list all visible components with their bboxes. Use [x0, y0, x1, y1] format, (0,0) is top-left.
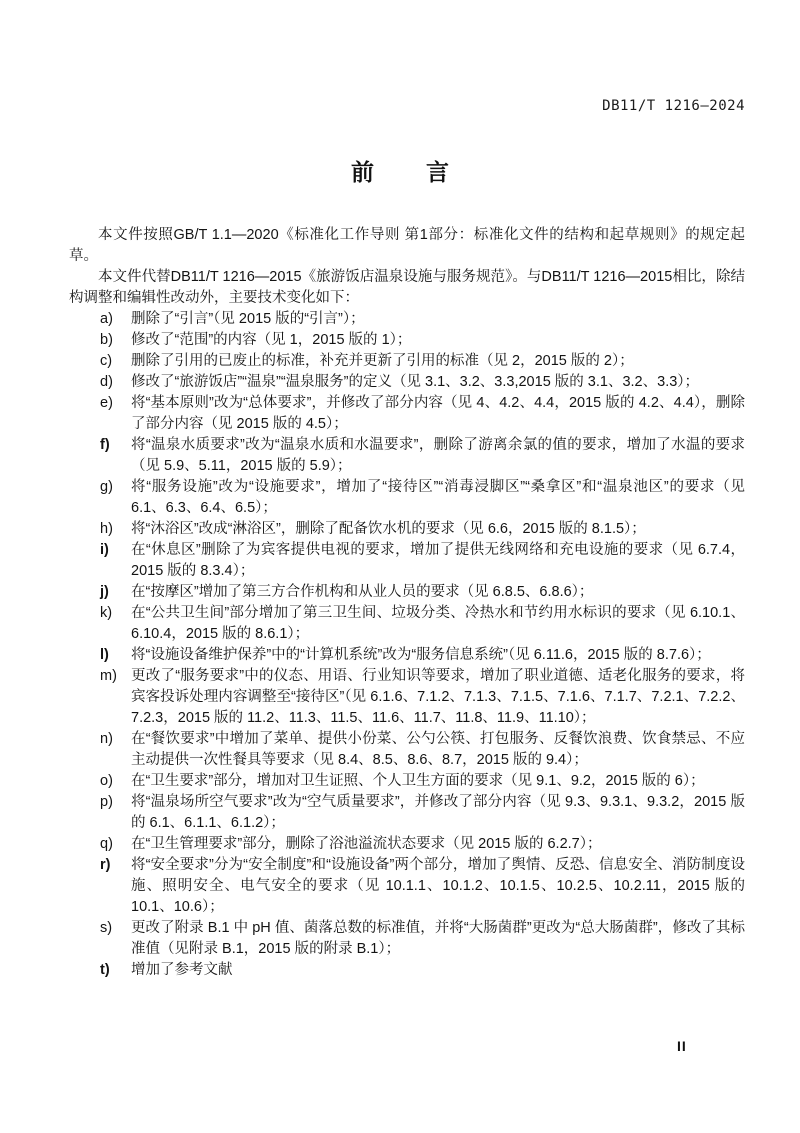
list-item-letter: p)	[100, 794, 113, 810]
list-item	[100, 771, 745, 792]
list-item	[100, 540, 745, 582]
list-item-text: 删除了“引言”（见 2015 版的“引言”）；	[131, 311, 365, 327]
list-item-letter: b)	[100, 332, 113, 348]
page-title-char-1: 前	[351, 159, 374, 185]
list-item-letter: k)	[100, 605, 113, 621]
page-title	[0, 154, 800, 187]
technical-changes-list	[100, 309, 745, 981]
list-item-text: 修改了“旅游饭店”“温泉”“温泉服务”的定义（见 3.1、3.2、3.3,2015 版的 3.1、3.2、3.3）；	[131, 374, 700, 390]
list-item-letter: m)	[100, 668, 117, 684]
list-item-text: 将“安全要求”分为“安全制度”和“设施设备”两个部分，增加了舆情、反恐、信息安全、消防制度设施、照明安全、电气安全的要求（见 10.1.1、10.1.2、10.1.5、10.2.5、10.2.11，2015 版的 10.1、10.6）；	[131, 857, 745, 915]
list-item-text: 删除了引用的已废止的标准，补充并更新了引用的标准（见 2，2015 版的 2）；	[131, 353, 634, 369]
list-item	[100, 918, 745, 960]
list-item-text: 在“休息区”删除了为宾客提供电视的要求，增加了提供无线网络和充电设施的要求（见 6.7.4，2015 版的 8.3.4）；	[131, 542, 745, 579]
list-item-letter: i)	[100, 542, 109, 558]
list-item-text: 在“按摩区”增加了第三方合作机构和从业人员的要求（见 6.8.5、6.8.6）；	[131, 584, 594, 600]
list-item-text: 在“餐饮要求”中增加了菜单、提供小份菜、公勺公筷、打包服务、反餐饮浪费、饮食禁忌、不应主动提供一次性餐具等要求（见 8.4、8.5、8.6、8.7，2015 版的 9.4）；	[131, 731, 745, 768]
list-item-letter: j)	[100, 584, 109, 600]
list-item-text: 将“温泉场所空气要求”改为“空气质量要求”，并修改了部分内容（见 9.3、9.3.1、9.3.2，2015 版的 6.1、6.1.1、6.1.2）；	[131, 794, 745, 831]
list-item-letter: t)	[100, 962, 110, 978]
list-item	[100, 477, 745, 519]
list-item-text: 增加了参考文献	[131, 962, 233, 978]
list-item	[100, 960, 745, 981]
standard-code: DB11/T 1216—2024	[602, 98, 745, 114]
list-item-text: 在“卫生要求”部分，增加对卫生证照、个人卫生方面的要求（见 9.1、9.2，2015 版的 6）；	[131, 773, 705, 789]
list-item-letter: a)	[100, 311, 113, 327]
list-item	[100, 855, 745, 918]
list-item	[100, 351, 745, 372]
foreword-paragraph-1: 本文件按照GB/T 1.1—2020《标准化工作导则 第1部分：标准化文件的结构和起草规则》的规定起草。	[69, 227, 745, 264]
list-item-letter: h)	[100, 521, 113, 537]
list-item	[100, 834, 745, 855]
list-item-letter: r)	[100, 857, 111, 873]
list-item-text: 将“服务设施”改为“设施要求”，增加了“接待区”“消毒浸脚区”“桑拿区”和“温泉池区”的要求（见 6.1、6.3、6.4、6.5）；	[131, 479, 745, 516]
list-item-letter: l)	[100, 647, 109, 663]
list-item	[100, 645, 745, 666]
list-item	[100, 393, 745, 435]
list-item-letter: e)	[100, 395, 113, 411]
list-item-text: 修改了“范围”的内容（见 1，2015 版的 1）；	[131, 332, 412, 348]
list-item-text: 将“基本原则”改为“总体要求”，并修改了部分内容（见 4、4.2、4.4，2015 版的 4.2、4.4），删除了部分内容（见 2015 版的 4.5）；	[131, 395, 745, 432]
list-item	[100, 792, 745, 834]
list-item-text: 将“沐浴区”改成“淋浴区”，删除了配备饮水机的要求（见 6.6，2015 版的 8.1.5）；	[131, 521, 646, 537]
list-item	[100, 309, 745, 330]
page-number: II	[677, 1038, 687, 1054]
list-item	[100, 582, 745, 603]
list-item-letter: o)	[100, 773, 113, 789]
list-item	[100, 435, 745, 477]
list-item	[100, 729, 745, 771]
list-item	[100, 519, 745, 540]
list-item-letter: g)	[100, 479, 113, 495]
list-item-text: 更改了附录 B.1 中 pH 值、菌落总数的标准值，并将“大肠菌群”更改为“总大肠菌群”，修改了其标准值（见附录 B.1，2015 版的附录 B.1）；	[131, 920, 745, 957]
list-item-letter: d)	[100, 374, 113, 390]
list-item	[100, 372, 745, 393]
list-item-letter: n)	[100, 731, 113, 747]
list-item-letter: s)	[100, 920, 113, 936]
list-item	[100, 603, 745, 645]
list-item-text: 将“设施设备维护保养”中的“计算机系统”改为“服务信息系统”（见 6.11.6，2015 版的 8.7.6）；	[131, 647, 711, 663]
foreword-content	[69, 225, 745, 981]
page-title-char-2: 言	[426, 159, 449, 185]
list-item-letter: q)	[100, 836, 113, 852]
list-item-text: 将“温泉水质要求”改为“温泉水质和水温要求”，删除了游离余氯的值的要求，增加了水温的要求（见 5.9、5.11，2015 版的 5.9）；	[131, 437, 745, 474]
list-item-letter: f)	[100, 437, 110, 453]
list-item-text: 在“卫生管理要求”部分，删除了浴池溢流状态要求（见 2015 版的 6.2.7）；	[131, 836, 602, 852]
list-item-text: 在“公共卫生间”部分增加了第三卫生间、垃圾分类、冷热水和节约用水标识的要求（见 6.10.1、6.10.4，2015 版的 8.6.1）；	[131, 605, 745, 642]
foreword-paragraph-2: 本文件代替DB11/T 1216—2015《旅游饭店温泉设施与服务规范》。与DB11/T 1216—2015相比，除结构调整和编辑性改动外，主要技术变化如下：	[69, 269, 745, 306]
list-item	[100, 666, 745, 729]
list-item	[100, 330, 745, 351]
list-item-letter: c)	[100, 353, 113, 369]
list-item-text: 更改了“服务要求”中的仪态、用语、行业知识等要求，增加了职业道德、适老化服务的要求，将宾客投诉处理内容调整至“接待区”（见 6.1.6、7.1.2、7.1.3、7.1.5、7.1.6、7.1.7、7.2.1、7.2.2、7.2.3，2015 版的 11.2、11.3、11.5、11.6、11.7、11.8、11.9、11.10）；	[131, 668, 745, 726]
